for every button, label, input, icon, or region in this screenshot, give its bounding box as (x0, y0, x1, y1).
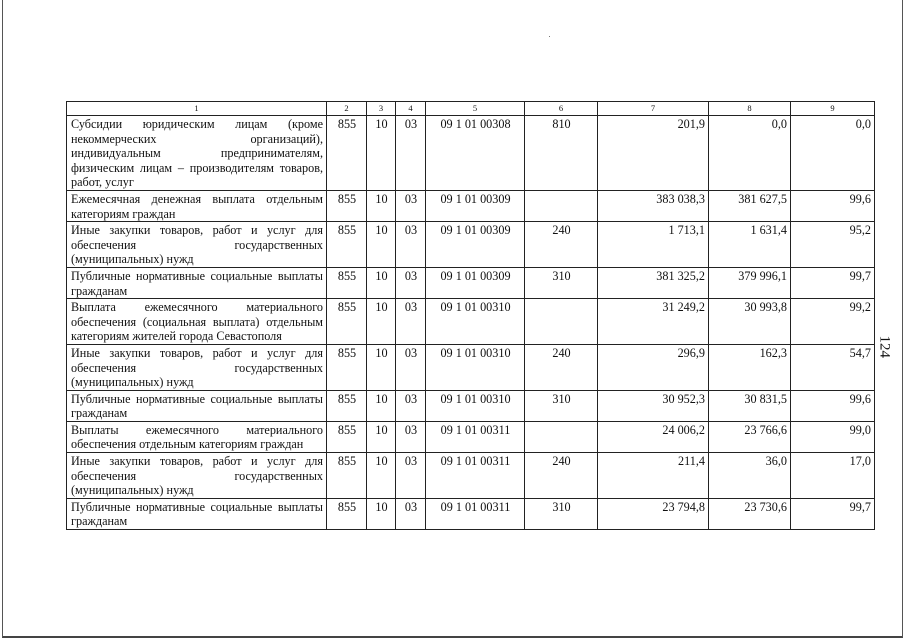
subsection-code: 03 (396, 453, 426, 499)
ministry-code: 855 (327, 116, 367, 191)
section-code: 10 (367, 116, 396, 191)
column-header: 5 (426, 102, 525, 116)
approved-amount: 31 249,2 (598, 299, 709, 345)
column-header: 1 (67, 102, 327, 116)
column-header: 6 (525, 102, 598, 116)
column-header: 9 (791, 102, 875, 116)
row-description: Выплата ежемесячного материального обеспечения (социальная выплата) отдельным категориям жителей города Севастополя (67, 299, 327, 345)
execution-percent: 95,2 (791, 222, 875, 268)
subsection-code: 03 (396, 421, 426, 452)
expense-type-code: 810 (525, 116, 598, 191)
table-row (67, 390, 875, 421)
subsection-code: 03 (396, 190, 426, 221)
expense-type-code (525, 421, 598, 452)
ministry-code: 855 (327, 390, 367, 421)
target-article-code: 09 1 01 00310 (426, 299, 525, 345)
target-article-code: 09 1 01 00310 (426, 344, 525, 390)
row-description: Иные закупки товаров, работ и услуг для обеспечения государственных (муниципальных) нужд (67, 344, 327, 390)
column-header: 3 (367, 102, 396, 116)
row-description: Публичные нормативные социальные выплаты гражданам (67, 390, 327, 421)
target-article-code: 09 1 01 00309 (426, 190, 525, 221)
expense-type-code: 240 (525, 344, 598, 390)
execution-percent: 99,2 (791, 299, 875, 345)
approved-amount: 296,9 (598, 344, 709, 390)
subsection-code: 03 (396, 299, 426, 345)
approved-amount: 1 713,1 (598, 222, 709, 268)
executed-amount: 1 631,4 (709, 222, 791, 268)
subsection-code: 03 (396, 116, 426, 191)
table-header-row (67, 102, 875, 116)
ministry-code: 855 (327, 498, 367, 529)
executed-amount: 23 766,6 (709, 421, 791, 452)
subsection-code: 03 (396, 267, 426, 298)
target-article-code: 09 1 01 00311 (426, 421, 525, 452)
section-code: 10 (367, 299, 396, 345)
budget-table (66, 101, 875, 530)
target-article-code: 09 1 01 00309 (426, 267, 525, 298)
scan-speck (549, 36, 550, 37)
table-row (67, 453, 875, 499)
executed-amount: 0,0 (709, 116, 791, 191)
executed-amount: 162,3 (709, 344, 791, 390)
approved-amount: 211,4 (598, 453, 709, 499)
execution-percent: 99,7 (791, 267, 875, 298)
executed-amount: 30 831,5 (709, 390, 791, 421)
table-row (67, 190, 875, 221)
execution-percent: 99,6 (791, 190, 875, 221)
column-header: 2 (327, 102, 367, 116)
expense-type-code: 240 (525, 453, 598, 499)
ministry-code: 855 (327, 190, 367, 221)
column-header: 4 (396, 102, 426, 116)
column-header: 7 (598, 102, 709, 116)
expense-type-code: 310 (525, 498, 598, 529)
approved-amount: 23 794,8 (598, 498, 709, 529)
table-row (67, 344, 875, 390)
subsection-code: 03 (396, 222, 426, 268)
target-article-code: 09 1 01 00308 (426, 116, 525, 191)
subsection-code: 03 (396, 344, 426, 390)
approved-amount: 201,9 (598, 116, 709, 191)
subsection-code: 03 (396, 498, 426, 529)
table-row (67, 116, 875, 191)
section-code: 10 (367, 421, 396, 452)
executed-amount: 30 993,8 (709, 299, 791, 345)
execution-percent: 99,6 (791, 390, 875, 421)
table-row (67, 222, 875, 268)
execution-percent: 17,0 (791, 453, 875, 499)
expense-type-code (525, 299, 598, 345)
target-article-code: 09 1 01 00309 (426, 222, 525, 268)
column-header: 8 (709, 102, 791, 116)
expense-type-code: 240 (525, 222, 598, 268)
ministry-code: 855 (327, 222, 367, 268)
executed-amount: 381 627,5 (709, 190, 791, 221)
executed-amount: 379 996,1 (709, 267, 791, 298)
row-description: Выплаты ежемесячного материального обеспечения отдельным категориям граждан (67, 421, 327, 452)
expense-type-code (525, 190, 598, 221)
subsection-code: 03 (396, 390, 426, 421)
target-article-code: 09 1 01 00311 (426, 453, 525, 499)
execution-percent: 99,0 (791, 421, 875, 452)
section-code: 10 (367, 222, 396, 268)
execution-percent: 99,7 (791, 498, 875, 529)
page-number: 124 (876, 335, 893, 358)
approved-amount: 383 038,3 (598, 190, 709, 221)
expense-type-code: 310 (525, 390, 598, 421)
row-description: Публичные нормативные социальные выплаты гражданам (67, 498, 327, 529)
approved-amount: 24 006,2 (598, 421, 709, 452)
ministry-code: 855 (327, 299, 367, 345)
row-description: Публичные нормативные социальные выплаты гражданам (67, 267, 327, 298)
expense-type-code: 310 (525, 267, 598, 298)
executed-amount: 36,0 (709, 453, 791, 499)
section-code: 10 (367, 267, 396, 298)
table-row (67, 498, 875, 529)
row-description: Иные закупки товаров, работ и услуг для обеспечения государственных (муниципальных) нужд (67, 222, 327, 268)
approved-amount: 381 325,2 (598, 267, 709, 298)
target-article-code: 09 1 01 00311 (426, 498, 525, 529)
row-description: Иные закупки товаров, работ и услуг для обеспечения государственных (муниципальных) нужд (67, 453, 327, 499)
execution-percent: 0,0 (791, 116, 875, 191)
execution-percent: 54,7 (791, 344, 875, 390)
ministry-code: 855 (327, 344, 367, 390)
ministry-code: 855 (327, 453, 367, 499)
section-code: 10 (367, 190, 396, 221)
row-description: Ежемесячная денежная выплата отдельным категориям граждан (67, 190, 327, 221)
executed-amount: 23 730,6 (709, 498, 791, 529)
target-article-code: 09 1 01 00310 (426, 390, 525, 421)
section-code: 10 (367, 453, 396, 499)
table-row (67, 421, 875, 452)
table-row (67, 267, 875, 298)
section-code: 10 (367, 390, 396, 421)
row-description: Субсидии юридическим лицам (кроме некоммерческих организаций), индивидуальным предпринимателям, физическим лицам – производителям товаров, работ, услуг (67, 116, 327, 191)
approved-amount: 30 952,3 (598, 390, 709, 421)
ministry-code: 855 (327, 267, 367, 298)
section-code: 10 (367, 498, 396, 529)
table-row (67, 299, 875, 345)
ministry-code: 855 (327, 421, 367, 452)
section-code: 10 (367, 344, 396, 390)
